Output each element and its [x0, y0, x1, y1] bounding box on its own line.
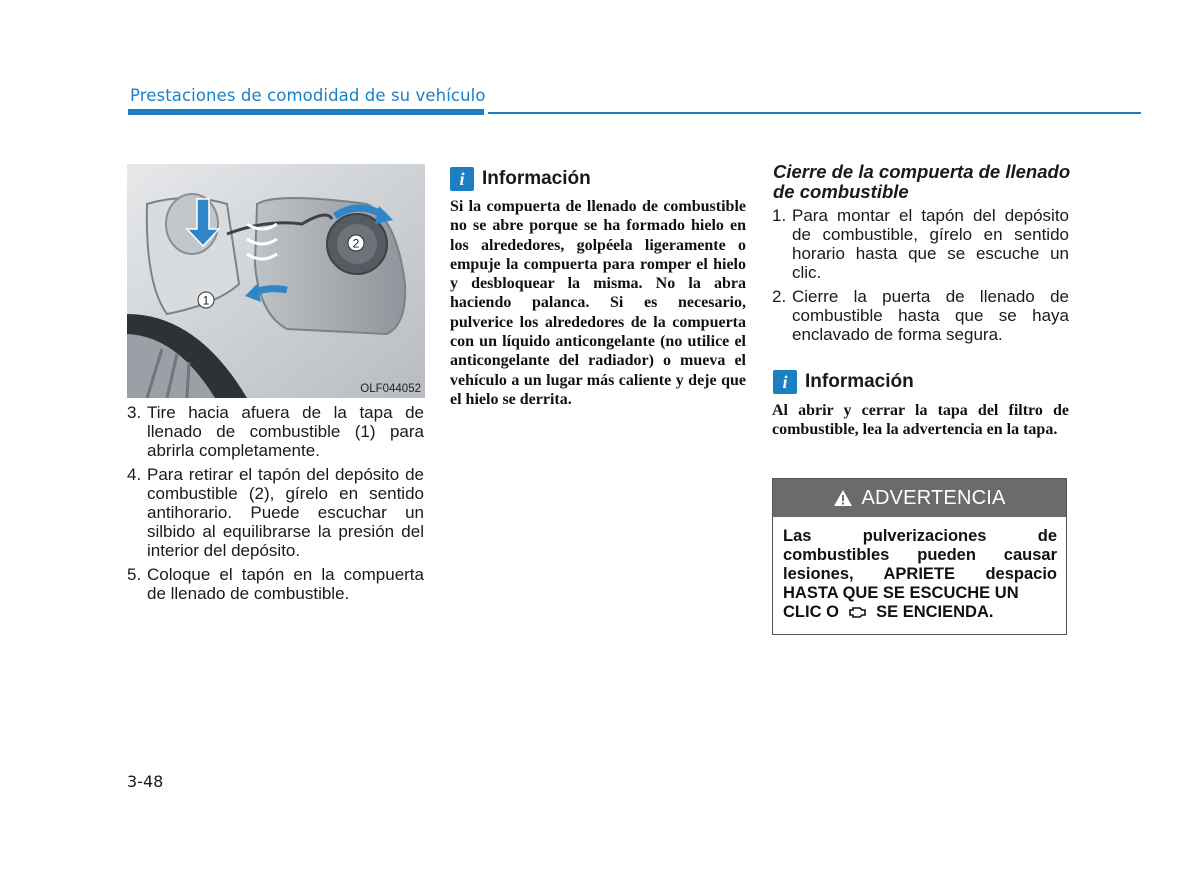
- closing-heading: Cierre de la compuerta de llenado de combustible: [773, 161, 1071, 202]
- section-header-title: Prestaciones de comodidad de su vehículo: [130, 86, 486, 105]
- list-item: [772, 287, 1069, 344]
- info-icon: i: [450, 167, 474, 191]
- step-number: 3.: [127, 403, 142, 422]
- header-rule-thin: [488, 112, 1141, 114]
- callout-2: 2: [352, 236, 360, 251]
- step-number: 2.: [772, 287, 787, 306]
- header-rule-thick: [128, 109, 484, 115]
- fuel-door-drawing: [127, 164, 425, 398]
- step-text: Cierre la puerta de llenado de combustible hasta que se haya enclavado de forma segura.: [792, 287, 1069, 344]
- info-heading-right: [773, 370, 914, 394]
- info-heading-text: Información: [805, 371, 914, 392]
- closing-steps-list: [772, 206, 1069, 349]
- warning-box: [772, 478, 1067, 635]
- warning-text-pre-icon: CLIC O: [783, 603, 839, 621]
- warning-text-post-icon: SE ENCIENDA.: [876, 603, 994, 621]
- step-number: 5.: [127, 565, 142, 584]
- list-item: [127, 465, 424, 560]
- page-number: 3-48: [127, 772, 164, 791]
- callout-1: 1: [202, 293, 210, 308]
- warning-triangle-icon: [833, 489, 853, 507]
- step-text: Tire hacia afuera de la tapa de llenado de combustible (1) para abrirla completamente.: [147, 403, 424, 460]
- step-number: 4.: [127, 465, 142, 484]
- list-item: [127, 403, 424, 460]
- figure-code: OLF044052: [360, 383, 421, 395]
- warning-text: Las pulverizaciones de combustibles pueden causar lesiones, APRIETE despacio HASTA QUE SE ESCUCHE UN: [783, 527, 1057, 602]
- warning-last-line: [783, 603, 1057, 624]
- warning-body: [773, 517, 1066, 624]
- info-heading-middle: [450, 167, 591, 191]
- info-body-right: Al abrir y cerrar la tapa del filtro de combustible, lea la advertencia en la tapa.: [772, 402, 1069, 439]
- warning-title: ADVERTENCIA: [861, 486, 1006, 509]
- fuel-door-illustration: [127, 164, 425, 398]
- info-icon: i: [773, 370, 797, 394]
- opening-steps-list: [127, 403, 424, 608]
- list-item: [772, 206, 1069, 282]
- info-body-middle: Si la compuerta de llenado de combustible no se abre porque se ha formado hielo en los alrededores, golpéela ligeramente o empuje la compuerta para romper el hielo y desbloquear la misma. No la abra haciendo palanca. Si es necesario, pulverice los alrededores de la compuerta con un líquido anticongelante (no utilice el anticongelante del radiador) o mueva el vehículo a un lugar más caliente y deje que el hielo se derrita.: [450, 198, 746, 408]
- step-text: Coloque el tapón en la compuerta de llenado de combustible.: [147, 565, 424, 603]
- step-number: 1.: [772, 206, 787, 225]
- step-text: Para retirar el tapón del depósito de combustible (2), gírelo en sentido antihorario. Puede escuchar un silbido al equilibrarse la presión del interior del depósito.: [147, 465, 424, 560]
- info-heading-text: Información: [482, 168, 591, 189]
- list-item: [127, 565, 424, 603]
- warning-header: [773, 479, 1066, 517]
- step-text: Para montar el tapón del depósito de combustible, gírelo en sentido horario hasta que se escuche un clic.: [792, 206, 1069, 282]
- check-engine-icon: [848, 605, 868, 624]
